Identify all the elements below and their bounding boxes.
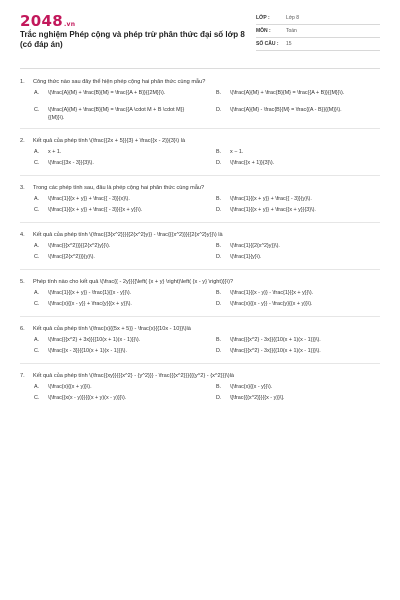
question-text (20, 184, 380, 196)
option-text: \(\frac{A}{M} + \frac{B}{M} = \frac{{A \cdot M + B \cdot M}}{{M}}\). (48, 107, 185, 121)
answer-option-a[interactable] (34, 196, 216, 207)
question-5 (20, 278, 380, 317)
option-letter: C. (34, 207, 40, 213)
option-text: \(\frac{{2{x^2}}}{y}\). (48, 254, 95, 260)
question-prompt: Phép tính nào cho kết quả \(\frac{{ - 2y}}{{\left( {x + y} \right)\left( {x - y} \right)}}\)? (33, 279, 234, 285)
option-text: \(\frac{1}{{x - y}} - \frac{1}{{x + y}}\). (230, 290, 314, 296)
option-text: \(\frac{1}{{2{x^2}y}}\). (230, 243, 280, 249)
option-text: \(\frac{1}{{x + y}} + \frac{{ - 3}}{x}\). (48, 196, 130, 202)
option-text: \(\frac{1}{{x + y}} + \frac{{ - 3}}{{x + y}}\). (48, 207, 143, 213)
answer-option-b[interactable] (216, 243, 394, 254)
meta-value: Lớp 8 (286, 15, 300, 21)
answer-options (20, 243, 380, 265)
meta-value: 15 (286, 41, 292, 47)
answer-option-b[interactable] (216, 196, 394, 207)
question-text (20, 372, 380, 384)
option-letter: D. (216, 254, 222, 260)
option-letter: C. (34, 301, 40, 307)
answer-option-c[interactable] (34, 348, 216, 359)
answer-option-d[interactable] (216, 348, 394, 359)
question-text (20, 137, 380, 149)
option-text: \(\frac{{{x^2}}}{{2{x^2}y}}\). (48, 243, 111, 249)
answer-options (20, 196, 380, 218)
answer-option-a[interactable] (34, 337, 216, 348)
question-1 (20, 78, 380, 129)
meta-row-class (256, 12, 380, 25)
question-3 (20, 184, 380, 223)
option-letter: D. (216, 348, 222, 354)
question-divider (20, 222, 380, 223)
option-letter: A. (34, 90, 40, 96)
option-letter: D. (216, 395, 222, 401)
answer-option-d[interactable] (216, 207, 394, 218)
meta-row-subject (256, 25, 380, 38)
question-2 (20, 137, 380, 176)
answer-option-d[interactable] (216, 254, 394, 265)
question-text (20, 231, 380, 243)
option-text: \(\frac{1}{{x + y}} + \frac{{ - 3}}{y}\). (230, 196, 312, 202)
answer-option-b[interactable] (216, 290, 394, 301)
question-prompt: Kết quả của phép tính \(\frac{{3{x^2}}}{{2{x^2}y}} - \frac{{{x^2}}}{{2{x^2}y}}\) là (33, 232, 223, 238)
option-text: \(\frac{A}{M} - \frac{B}{M} = \frac{{A - B}}{{M}}\). (230, 107, 342, 113)
option-text: \(\frac{A}{M} + \frac{B}{M} = \frac{{A + B}}{{M}}\). (230, 90, 345, 96)
option-text: \(\frac{{{x^2} - 3x}}{{10(x + 1)(x - 1)}}\). (230, 337, 321, 343)
question-divider (20, 175, 380, 176)
answer-option-a[interactable] (34, 90, 216, 107)
option-text: \(\frac{x}{{x - y}} + \frac{y}{{x + y}}\). (48, 301, 132, 307)
option-text: \(\frac{1}{{x + y}} - \frac{1}{{x - y}}\). (48, 290, 132, 296)
answer-option-d[interactable] (216, 107, 394, 124)
question-number: 7. (20, 373, 25, 379)
answer-option-c[interactable] (34, 301, 216, 312)
logo-suffix: .vn (63, 21, 76, 28)
answer-option-c[interactable] (34, 254, 216, 265)
question-prompt: Công thức nào sau đây thể hiện phép cộng hai phân thức cùng mẫu? (33, 79, 206, 85)
answer-options (20, 384, 380, 406)
answer-option-d[interactable] (216, 301, 394, 312)
option-text: \(\frac{{{x^2} - 3x}}{{10(x + 1)(x - 1)}}\). (230, 348, 321, 354)
option-letter: A. (34, 243, 40, 249)
header-divider (20, 68, 380, 69)
option-text: \(\frac{{3x - 3}}{3}\). (48, 160, 94, 166)
answer-option-d[interactable] (216, 160, 394, 171)
option-letter: D. (216, 107, 222, 113)
option-text: \(\frac{A}{M} + \frac{B}{M} = \frac{{A + B}}{{2M}}\). (48, 90, 166, 96)
option-letter: B. (216, 337, 222, 343)
question-list (20, 78, 380, 406)
option-letter: C. (34, 395, 40, 401)
option-letter: B. (216, 90, 222, 96)
meta-label: SỐ CÂU : (256, 41, 279, 47)
option-text: \(\frac{x}{{x - y}}\). (230, 384, 273, 390)
page-title: Trắc nghiệm Phép cộng và phép trừ phân thức đại số lớp 8 (có đáp án) (20, 30, 245, 49)
question-prompt: Kết quả của phép tính \(\frac{{2x + 5}}{3} + \frac{{x - 2}}{3}\) là (33, 138, 186, 144)
option-letter: C. (34, 107, 40, 113)
option-text: \(\frac{{x + 1}}{3}\). (230, 160, 275, 166)
option-text: x + 1. (48, 149, 62, 155)
meta-label: MÔN : (256, 28, 271, 34)
site-logo[interactable] (20, 12, 75, 30)
option-letter: B. (216, 290, 222, 296)
answer-options (20, 90, 380, 124)
option-letter: C. (34, 348, 40, 354)
option-letter: A. (34, 149, 40, 155)
answer-options (20, 290, 380, 312)
answer-option-b[interactable] (216, 384, 394, 395)
answer-option-a[interactable] (34, 243, 216, 254)
option-letter: B. (216, 149, 222, 155)
option-text: \(\frac{1}{y}\). (230, 254, 262, 260)
answer-options (20, 149, 380, 171)
question-number: 5. (20, 279, 25, 285)
answer-option-d[interactable] (216, 395, 394, 406)
option-letter: C. (34, 160, 40, 166)
question-divider (20, 269, 380, 270)
option-letter: D. (216, 301, 222, 307)
option-text: x − 1. (230, 149, 244, 155)
question-text (20, 325, 380, 337)
option-letter: C. (34, 254, 40, 260)
question-4 (20, 231, 380, 270)
question-7 (20, 372, 380, 406)
meta-row-count (256, 38, 380, 51)
question-divider (20, 128, 380, 129)
meta-label: LỚP : (256, 15, 270, 21)
question-number: 3. (20, 185, 25, 191)
option-text: \(\frac{1}{{x + y}} + \frac{{x + y}}{3}\). (230, 207, 316, 213)
option-letter: A. (34, 290, 40, 296)
question-prompt: Kết quả của phép tính \(\frac{x}{{5x + 5}} - \frac{x}{{10x - 10}}\)là (33, 326, 191, 332)
question-number: 6. (20, 326, 25, 332)
page-header (20, 12, 380, 60)
question-prompt: Kết quả của phép tính \(\frac{{xy}}{{{x^2} - {y^2}}} - \frac{{{x^2}}}{{{y^2} - {x^2}}}\)là (33, 373, 234, 379)
question-number: 4. (20, 232, 25, 238)
question-number: 1. (20, 79, 25, 85)
answer-option-a[interactable] (34, 149, 216, 160)
question-text (20, 278, 380, 290)
option-text: \(\frac{{x - 3}}{{10(x + 1)(x - 1)}}\). (48, 348, 127, 354)
answer-option-c[interactable] (34, 207, 216, 218)
answer-option-c[interactable] (34, 160, 216, 171)
option-letter: B. (216, 384, 222, 390)
meta-value: Toán (286, 28, 297, 34)
option-letter: D. (216, 160, 222, 166)
option-letter: B. (216, 243, 222, 249)
option-text: \(\frac{x}{{x - y}} - \frac{y}{{x + y}}\). (230, 301, 313, 307)
option-letter: B. (216, 196, 222, 202)
answer-options (20, 337, 380, 359)
option-letter: A. (34, 384, 40, 390)
option-text: \[\frac{{{x^2}}}{{x - y}}\]. (230, 395, 285, 401)
question-number: 2. (20, 138, 25, 144)
option-text: \(\frac{x}{{x + y}}\). (48, 384, 92, 390)
question-divider (20, 316, 380, 317)
option-letter: D. (216, 207, 222, 213)
meta-table (256, 12, 380, 51)
answer-option-b[interactable] (216, 90, 394, 107)
answer-option-b[interactable] (216, 149, 394, 160)
question-6 (20, 325, 380, 364)
question-prompt: Trong các phép tính sau, đâu là phép cộng hai phân thức cùng mẫu? (33, 185, 205, 191)
option-letter: A. (34, 337, 40, 343)
question-text (20, 78, 380, 90)
answer-option-c[interactable] (34, 395, 216, 406)
option-text: \(\frac{{{x^2} + 3x}}{{10(x + 1)(x - 1)}}\). (48, 337, 141, 343)
option-text: \(\frac{{x(x - y)}}{{(x + y)(x - y)}}\). (48, 395, 127, 401)
answer-option-b[interactable] (216, 337, 394, 348)
answer-option-a[interactable] (34, 290, 216, 301)
question-divider (20, 363, 380, 364)
answer-option-a[interactable] (34, 384, 216, 395)
option-letter: A. (34, 196, 40, 202)
answer-option-c[interactable] (34, 107, 216, 124)
logo-text: 2048 (20, 12, 63, 30)
